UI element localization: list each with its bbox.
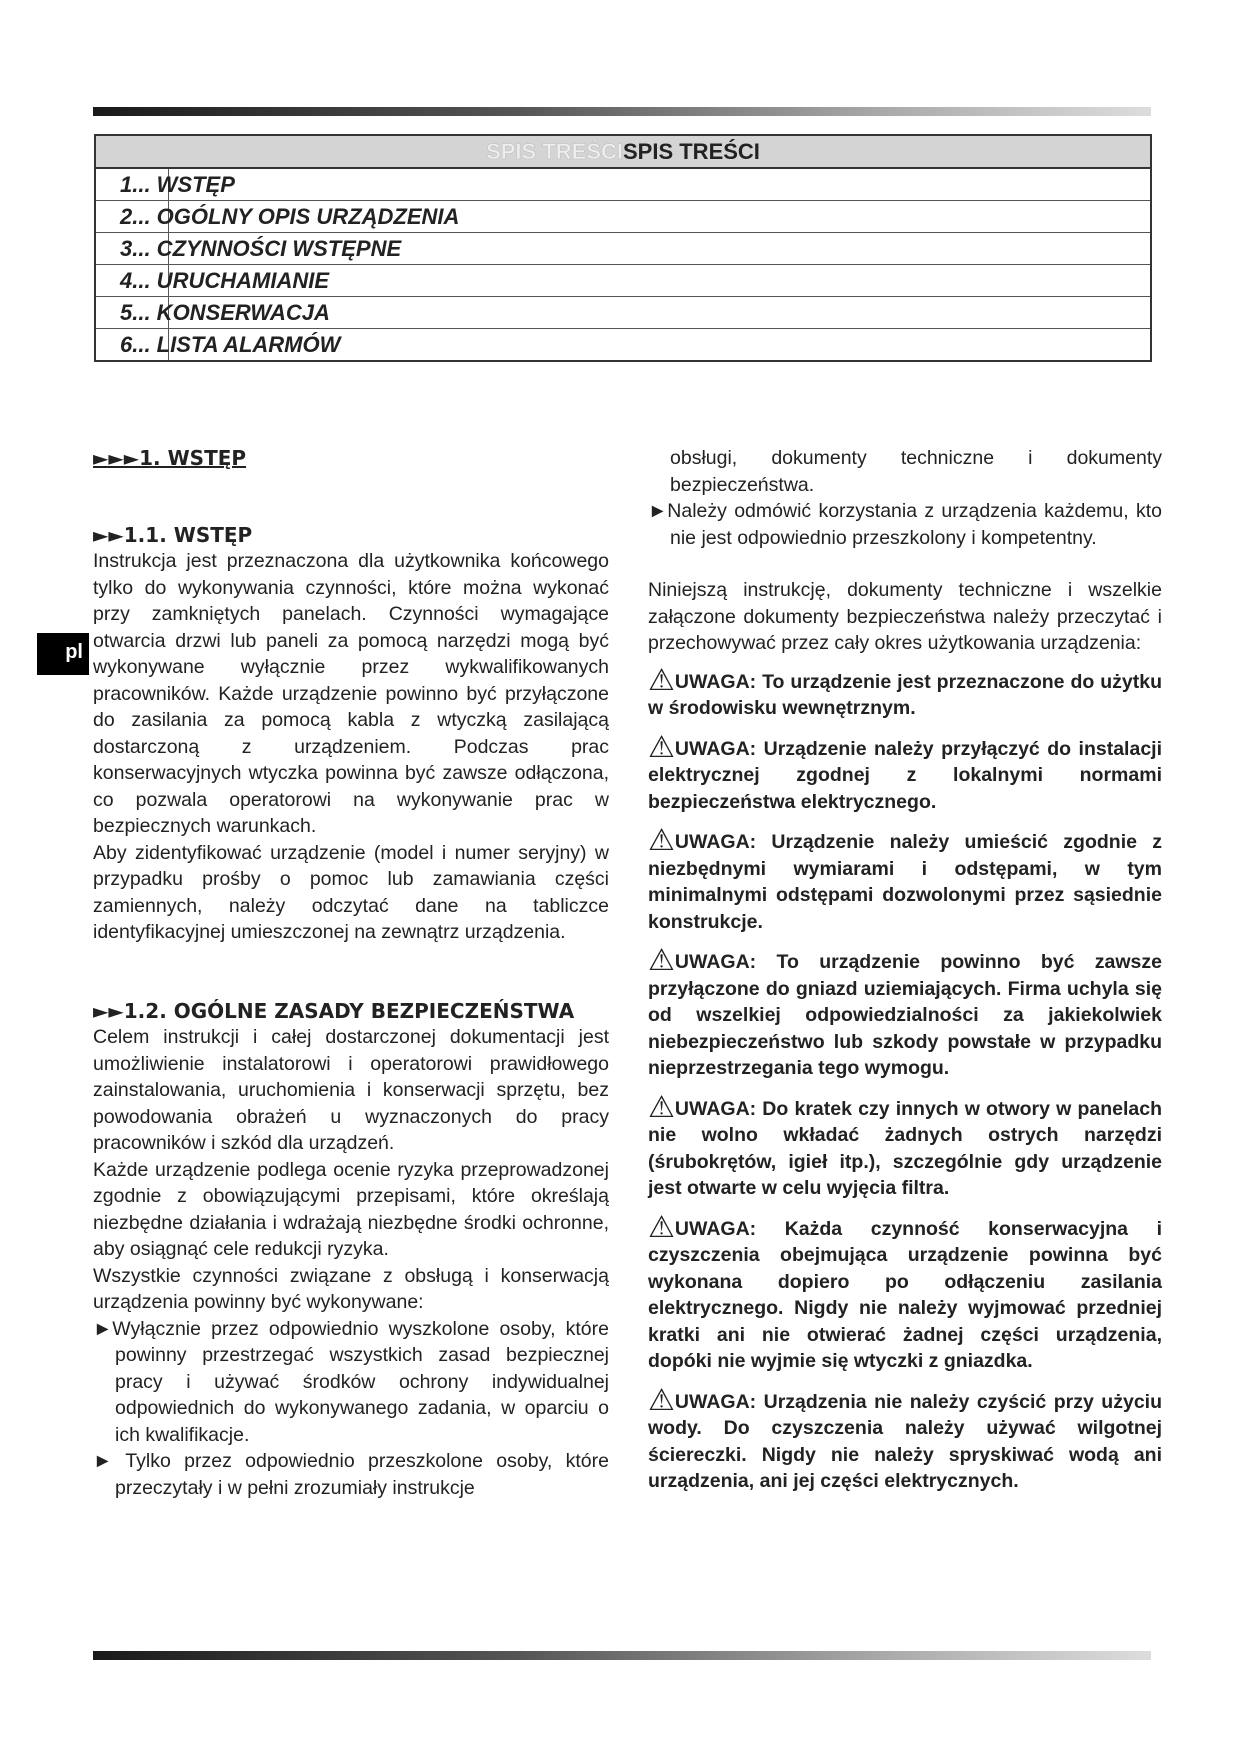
toc-item[interactable]: 1... WSTĘP (96, 169, 1150, 201)
warning: ⚠UWAGA: Do kratek czy innych w otwory w panelach nie wolno wkładać żadnych ostrych narzędzi (śrubokrętów, igieł itp.), szczególnie gdy urządzenie jest otwarte w celu wyjęcia filtra. (648, 1090, 1162, 1199)
warning-triangle-icon: ⚠ (648, 1383, 675, 1417)
warning: ⚠UWAGA: Każda czynność konserwacyjna i czyszczenia obejmująca urządzenie powinna być wykonana dopiero po odłączeniu zasilania elektrycznego. Nigdy nie należy wyjmować przedniej kratki ani nie otwierać żadnej części urządzenia, dopóki nie wyjmie się wtyczki z gniazdka. (648, 1210, 1162, 1372)
language-tab: pl (37, 633, 89, 675)
subsection-heading: ►►1.1. WSTĘP (93, 522, 253, 547)
warning-triangle-icon: ⚠ (648, 730, 675, 764)
bullet-item: ►Wyłącznie przez odpowiednio wyszkolone osoby, które powinny przestrzegać wszystkich zasad bezpiecznej pracy i używać środków ochrony indywidualnej odpowiednich do wykonywanego zadania, w oparciu o ich kwalifikacje. (93, 1317, 609, 1446)
bullet-item: ►Należy odmówić korzystania z urządzenia każdemu, kto nie jest odpowiednio przeszkolony i kompetentny. (648, 500, 1162, 549)
paragraph: Niniejszą instrukcję, dokumenty techniczne i wszelkie załączone dokumenty bezpieczeństwa należy przeczytać i przechowywać przez cały okres użytkowania urządzenia: (648, 579, 1162, 654)
warning: ⚠UWAGA: To urządzenie jest przeznaczone do użytku w środowisku wewnętrznym. (648, 663, 1162, 719)
toc-title: SPIS TREŚCI (623, 139, 760, 164)
warning: ⚠UWAGA: Urządzenia nie należy czyścić przy użyciu wody. Do czyszczenia należy używać wilgotnej ściereczki. Nigdy nie należy spryskiwać wodą ani urządzenia, ani jej części elektrycznych. (648, 1383, 1162, 1492)
table-of-contents (94, 134, 1152, 362)
section-heading: ►►►1. WSTĘP (93, 446, 247, 470)
paragraph: Celem instrukcji i całej dostarczonej dokumentacji jest umożliwienie instalatorowi i operatorowi prawidłowego zainstalowania, uruchomienia i konserwacji sprzętu, bez powodowania obrażeń u wyznaczonych do pracy pracowników i szkód dla urządzeń. (93, 1026, 609, 1154)
bottom-gradient-bar (93, 1651, 1151, 1660)
toc-item[interactable]: 5... KONSERWACJA (96, 297, 1150, 329)
subsection-heading: ►►1.2. OGÓLNE ZASADY BEZPIECZEŃSTWA (93, 998, 575, 1023)
warning: ⚠UWAGA: To urządzenie powinno być zawsze przyłączone do gniazd uziemiających. Firma uchyla się od wszelkiej odpowiedzialności za jakiekolwiek niebezpieczeństwo lub szkody powstałe w przypadku nieprzestrzegania tego wymogu. (648, 944, 1162, 1079)
toc-item[interactable]: 3... CZYNNOŚCI WSTĘPNE (96, 233, 1150, 265)
paragraph: Każde urządzenie podlega ocenie ryzyka przeprowadzonej zgodnie z obowiązującymi przepisami, które określają niezbędne działania i wdrażają niezbędne środki ochronne, aby osiągnąć cele redukcji ryzyka. (93, 1158, 609, 1260)
warning-triangle-icon: ⚠ (648, 944, 675, 977)
warning-triangle-icon: ⚠ (648, 1210, 675, 1244)
toc-item[interactable]: 4... URUCHAMIANIE (96, 265, 1150, 297)
paragraph: Aby zidentyfikować urządzenie (model i numer seryjny) w przypadku prośby o pomoc lub zamawiania części zamiennych, należy odczytać dane na tabliczce identyfikacyjnej umieszczonej na zewnątrz urządzenia. (93, 841, 609, 943)
toc-item[interactable]: 2... OGÓLNY OPIS URZĄDZENIA (96, 201, 1150, 233)
paragraph: Instrukcja jest przeznaczona dla użytkownika końcowego tylko do wykonywania czynności, które można wykonać przy zamkniętych panelach. Czynności wymagające otwarcia drzwi lub paneli za pomocą narzędzi mogą być wykonywane wyłącznie przez wykwalifikowanych pracowników. Każde urządzenie powinno być przyłączone do zasilania za pomocą kabla z wtyczką zasilającą dostarczoną z urządzeniem. Podczas prac konserwacyjnych wtyczka powinna być zawsze odłączona, co pozwala operatorowi na wykonywanie prac w bezpiecznych warunkach. (93, 550, 609, 837)
right-column (648, 445, 1162, 1509)
warning: ⚠UWAGA: Urządzenie należy umieścić zgodnie z niezbędnymi wymiarami i odstępami, w tym minimalnymi odstępami dozwolonymi przez sąsiednie konstrukcje. (648, 824, 1162, 933)
bullet-item: ► Tylko przez odpowiednio przeszkolone osoby, które przeczytały i w pełni zrozumiały instrukcje (93, 1450, 609, 1499)
top-gradient-bar (93, 107, 1151, 116)
warning-triangle-icon: ⚠ (648, 663, 675, 697)
warning-triangle-icon: ⚠ (648, 1090, 675, 1124)
warning: ⚠UWAGA: Urządzenie należy przyłączyć do instalacji elektrycznej zgodnej z lokalnymi normami bezpieczeństwa elektrycznego. (648, 730, 1162, 813)
bullet-continuation: obsługi, dokumenty techniczne i dokumenty bezpieczeństwa. (670, 447, 1162, 496)
toc-item[interactable]: 6... LISTA ALARMÓW (120, 332, 341, 357)
warning-triangle-icon: ⚠ (648, 824, 675, 857)
toc-title-shadow: SPIS TREŚCI (486, 139, 623, 164)
paragraph: Wszystkie czynności związane z obsługą i konserwacją urządzenia powinny być wykonywane: (93, 1264, 609, 1313)
toc-header (96, 136, 1150, 169)
left-column (93, 445, 609, 1501)
